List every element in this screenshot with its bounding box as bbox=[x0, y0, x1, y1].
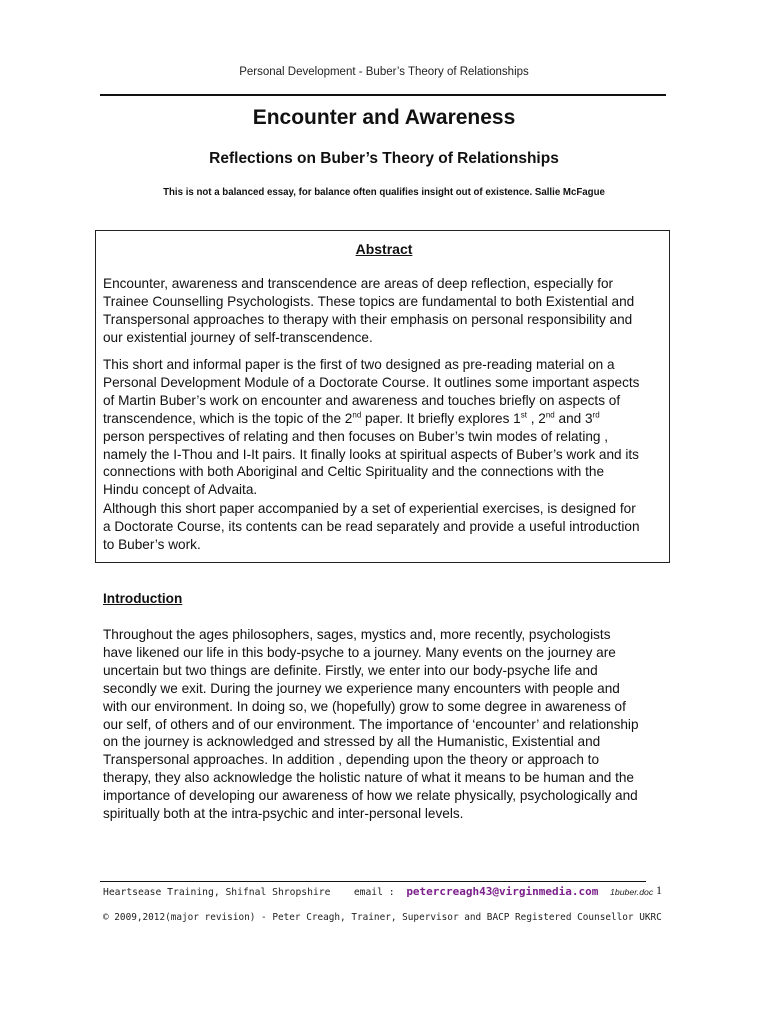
footer-filename: 1buber.doc bbox=[610, 887, 654, 897]
footer-copyright: © 2009,2012(major revision) - Peter Creagh, Trainer, Supervisor and BACP Registered Counsellor UKRC bbox=[103, 912, 662, 923]
header-rule bbox=[100, 94, 666, 96]
document-subtitle: Reflections on Buber’s Theory of Relationships bbox=[209, 150, 559, 167]
footer-rule bbox=[100, 881, 646, 882]
running-head: Personal Development - Buber’s Theory of Relationships bbox=[239, 66, 529, 78]
introduction-heading: Introduction bbox=[103, 591, 183, 606]
abstract-paragraph-3: Although this short paper accompanied by a set of experiential exercises, is designed for a Doctorate Course, its contents can be read separately and provide a useful introduction to Buber’s work. bbox=[103, 501, 640, 552]
document-title: Encounter and Awareness bbox=[252, 106, 516, 129]
abstract-heading: Abstract bbox=[355, 241, 413, 257]
introduction-paragraph-1: Throughout the ages philosophers, sages, mystics and, more recently, psychologists have likened our life in this body-psyche to a journey. Many events on the journey are uncertain but two things are definite. Firstly, we enter into our body-psyche life and secondly we exit. During the journey we experience many encounters with people and with our environment. In doing so, we (hopefully) grow to some degree in awareness of our self, of others and of our environment. The importance of ‘encounter’ and relationship on the journey is acknowledged and stressed by all the Humanistic, Existential and Transpersonal approaches. In addition , depending upon the theory or approach to therapy, they also acknowledge the holistic nature of what it means to be human and the importance of developing our awareness of how we relate physically, psychologically and spiritually both at the intra-psychic and inter-personal levels. bbox=[103, 627, 639, 822]
epigraph: This is not a balanced essay, for balance often qualifies insight out of existence. Sallie McFague bbox=[163, 187, 605, 198]
abstract-paragraph-1: Encounter, awareness and transcendence are areas of deep reflection, especially for Trainee Counselling Psychologists. These topics are fundamental to both Existential and Transpersonal approaches to therapy with their emphasis on personal responsibility and our existential journey of self-transcendence. bbox=[103, 276, 635, 345]
page-number: 1 bbox=[656, 883, 662, 897]
footer-email-link[interactable]: petercreagh43@virginmedia.com bbox=[406, 885, 599, 898]
abstract-paragraph-2: This short and informal paper is the first of two designed as pre-reading material on a Personal Development Module of a Doctorate Course. It outlines some important aspects of Martin Buber’s work on encounter and awareness and touches briefly on aspects of transcendence, which is the topic of the 2nd paper. It briefly explores 1st , 2nd and 3rd person perspectives of relating and then focuses on Buber’s twin modes of relating , namely the I-Thou and I-It pairs. It finally looks at spiritual aspects of Buber’s work and its connections with both Aboriginal and Celtic Spirituality and the connections with the Hindu concept of Advaita. bbox=[103, 357, 640, 498]
footer-org: Heartsease Training, Shifnal Shropshire bbox=[103, 887, 331, 898]
footer-line-1 bbox=[103, 885, 653, 898]
footer-email-label: email : bbox=[353, 887, 395, 898]
